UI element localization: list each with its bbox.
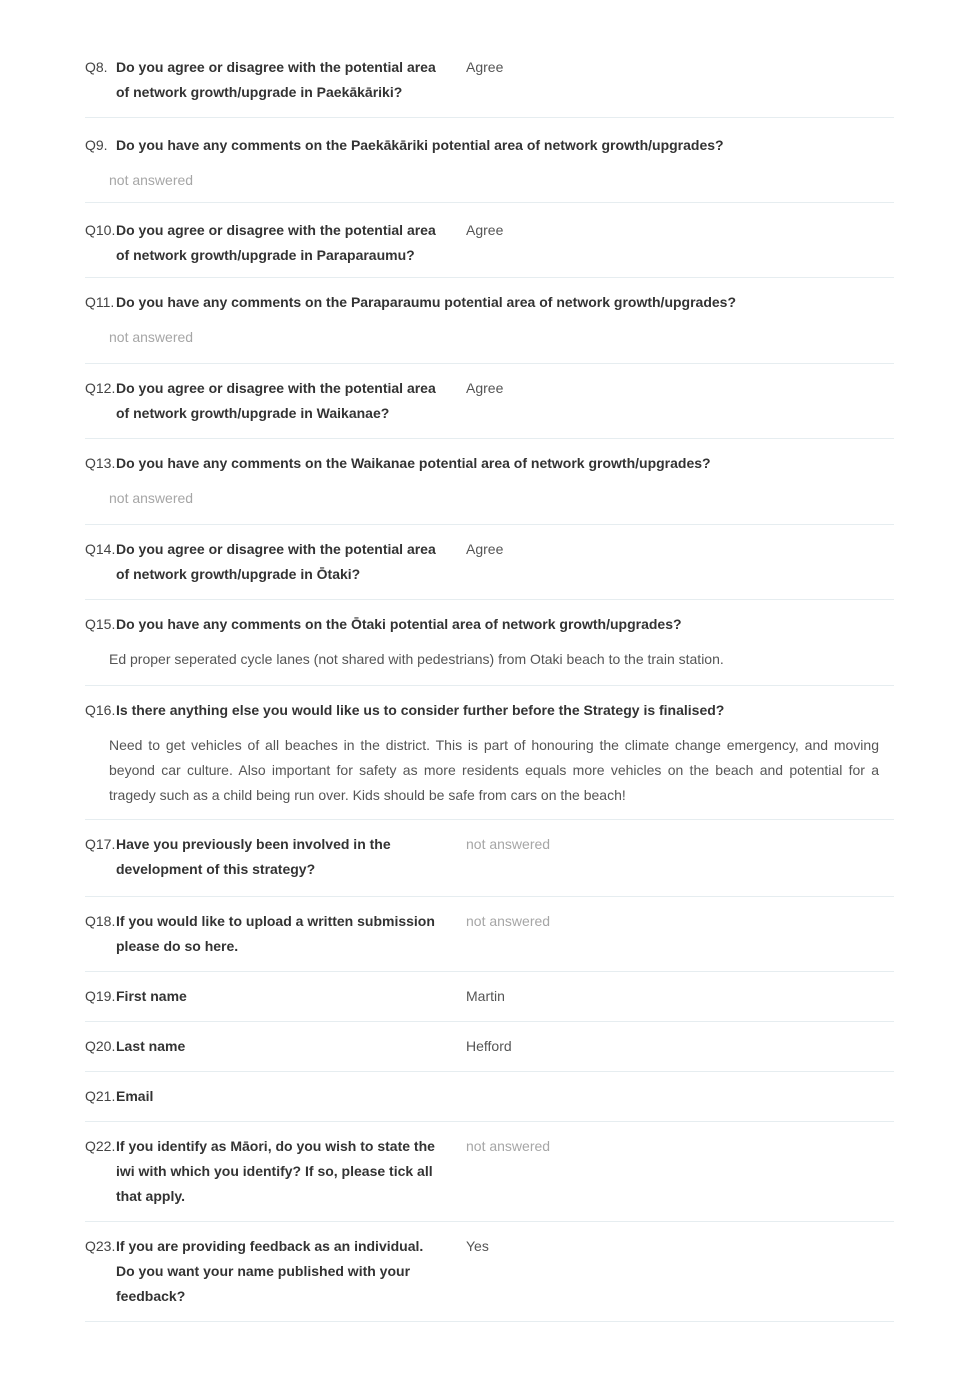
question-text: Do you agree or disagree with the potential area of network growth/upgrade in Ōtaki? — [116, 541, 436, 582]
answer-value: not answered — [466, 913, 551, 929]
question-row — [85, 600, 894, 686]
question-number: Q17. — [85, 836, 116, 852]
question-row — [85, 1072, 894, 1122]
question-number: Q16. — [85, 702, 116, 718]
answer-value: not answered — [466, 1138, 551, 1154]
question-number: Q20. — [85, 1038, 116, 1054]
question-number: Q21. — [85, 1088, 116, 1104]
answer-value: Agree — [466, 222, 504, 238]
question-text: Email — [116, 1088, 154, 1104]
answer-value: Agree — [466, 59, 504, 75]
question-row — [85, 820, 894, 897]
answer-value: Need to get vehicles of all beaches in the district. This is part of honouring the climate change emergency, and moving beyond car culture. Also important for safety as more residents equals more vehicles on the beach and potential for a tragedy such as a child being run over. Kids should be safe from cars on the beach! — [109, 737, 879, 803]
question-text: Do you agree or disagree with the potential area of network growth/upgrade in Waikanae? — [116, 380, 436, 421]
question-number: Q14. — [85, 541, 116, 557]
question-text: Do you have any comments on the Ōtaki potential area of network growth/upgrades? — [116, 616, 682, 632]
question-text: Do you agree or disagree with the potential area of network growth/upgrade in Paekākāriki? — [116, 59, 436, 100]
question-row — [85, 1022, 894, 1072]
question-text: If you identify as Māori, do you wish to state the iwi with which you identify? If so, please tick all that apply. — [116, 1138, 435, 1204]
question-row — [85, 1122, 894, 1222]
question-row — [85, 897, 894, 972]
question-text: Do you have any comments on the Paraparaumu potential area of network growth/upgrades? — [116, 294, 737, 310]
question-number: Q15. — [85, 616, 116, 632]
question-number: Q10. — [85, 222, 116, 238]
question-number: Q11. — [85, 294, 115, 310]
question-text: If you are providing feedback as an individual. Do you want your name published with your feedback? — [116, 1238, 424, 1304]
question-text: If you would like to upload a written submission please do so here. — [116, 913, 435, 954]
answer-value: not answered — [109, 172, 194, 188]
question-row — [85, 1222, 894, 1322]
answer-value: Martin — [466, 988, 505, 1004]
answer-value: not answered — [109, 490, 194, 506]
question-row — [85, 278, 894, 364]
question-text: Have you previously been involved in the development of this strategy? — [116, 836, 391, 877]
answer-value: not answered — [109, 329, 194, 345]
question-text: Do you have any comments on the Waikanae potential area of network growth/upgrades? — [116, 455, 711, 471]
answer-value: Ed proper seperated cycle lanes (not shared with pedestrians) from Otaki beach to the train station. — [109, 651, 724, 667]
question-row — [85, 972, 894, 1022]
answer-value: not answered — [466, 836, 551, 852]
question-row — [85, 525, 894, 600]
survey-responses — [85, 53, 894, 1322]
question-row — [85, 364, 894, 439]
question-row — [85, 203, 894, 278]
question-row — [85, 118, 894, 203]
question-row — [85, 439, 894, 525]
question-row — [85, 686, 894, 820]
question-number: Q12. — [85, 380, 116, 396]
question-row — [85, 53, 894, 118]
question-text: First name — [116, 988, 187, 1004]
answer-value: Agree — [466, 380, 504, 396]
question-number: Q8. — [85, 59, 108, 75]
question-number: Q23. — [85, 1238, 116, 1254]
question-text: Is there anything else you would like us to consider further before the Strategy is finalised? — [116, 702, 725, 718]
question-text: Last name — [116, 1038, 186, 1054]
question-number: Q19. — [85, 988, 116, 1004]
question-number: Q18. — [85, 913, 116, 929]
answer-value: Yes — [466, 1238, 489, 1254]
question-number: Q22. — [85, 1138, 116, 1154]
question-number: Q9. — [85, 137, 108, 153]
question-text: Do you agree or disagree with the potential area of network growth/upgrade in Paraparaumu? — [116, 222, 436, 263]
answer-value: Hefford — [466, 1038, 512, 1054]
answer-value: Agree — [466, 541, 504, 557]
question-number: Q13. — [85, 455, 116, 471]
question-text: Do you have any comments on the Paekākāriki potential area of network growth/upgrades? — [116, 137, 724, 153]
